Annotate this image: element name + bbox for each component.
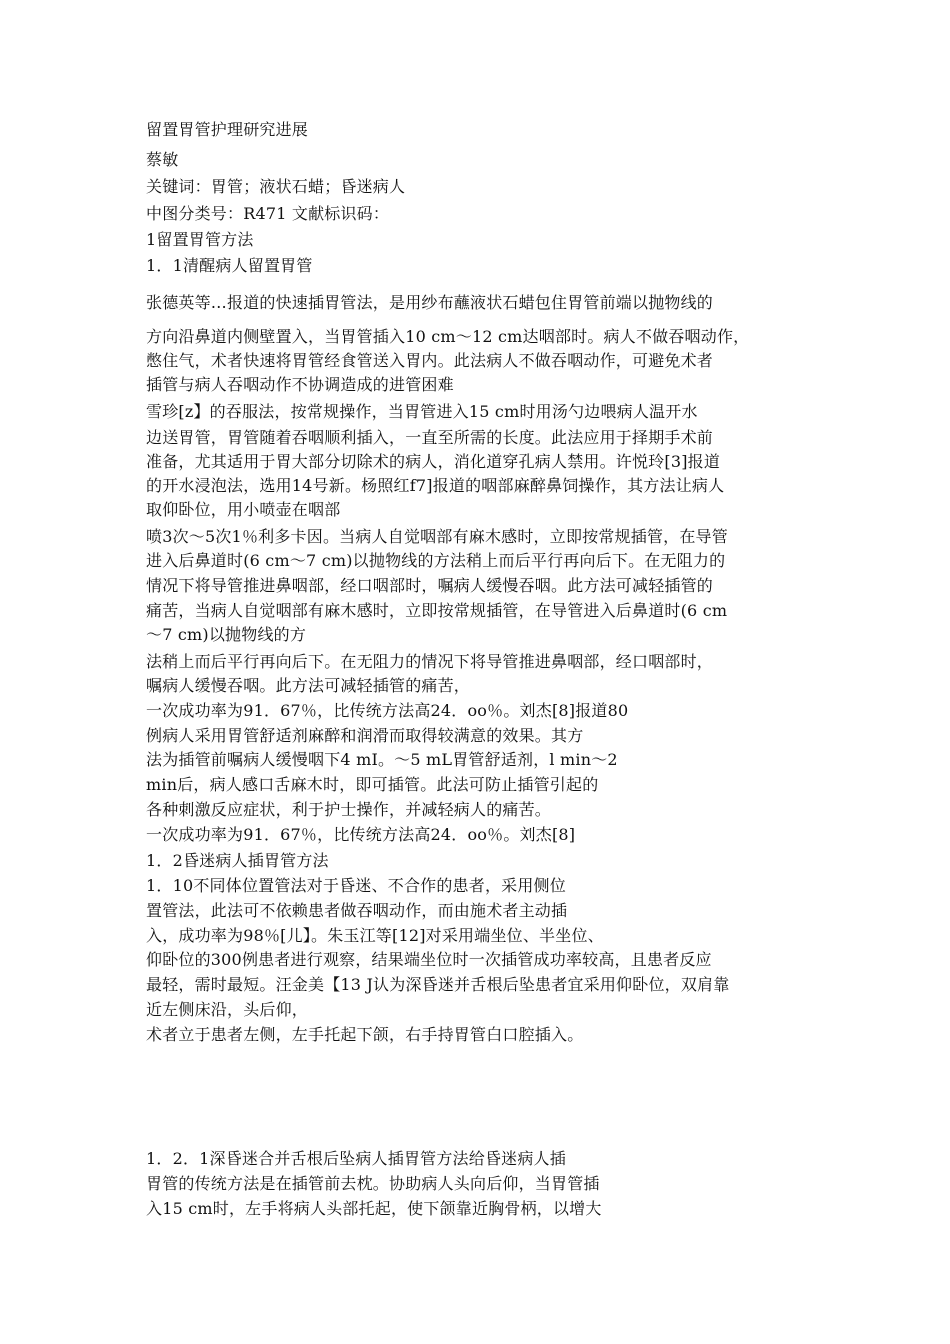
- text-line: 喷3次～5次1％利多卡因。当病人自觉咽部有麻木感时，立即按常规插管，在导管: [146, 527, 728, 546]
- section-heading-1: 1留置胃管方法: [146, 230, 254, 249]
- text-line: 雪珍[z】的吞服法，按常规操作，当胃管进入15 cm时用汤勺边喂病人温开水: [146, 402, 698, 421]
- text-line: 一次成功率为91．67％，比传统方法高24．oo％。刘杰[8]: [146, 825, 576, 844]
- text-line: 1．2．1深昏迷合并舌根后坠病人插胃管方法给昏迷病人插: [146, 1149, 566, 1168]
- text-line: 术者立于患者左侧，左手托起下颌，右手持胃管白口腔插入。: [146, 1025, 584, 1044]
- text-line: 取仰卧位，用小喷壶在咽部: [146, 500, 341, 519]
- text-line: 例病人采用胃管舒适剂麻醉和润滑而取得较满意的效果。其方: [146, 726, 584, 745]
- text-line: 一次成功率为91．67％，比传统方法高24．oo％。刘杰[8]报道80: [146, 701, 629, 720]
- text-line: 法稍上而后平行再向后下。在无阻力的情况下将导管推进鼻咽部，经口咽部时，: [146, 652, 714, 671]
- text-line: 方向沿鼻道内侧壁置入，当胃管插入10 cm～12 cm达咽部时。病人不做吞咽动作，: [146, 327, 750, 346]
- text-line: ～7 cm)以抛物线的方: [146, 625, 307, 644]
- text-line: 憋住气，术者快速将胃管经食管送入胃内。此法病人不做吞咽动作，可避免术者: [146, 351, 714, 370]
- doc-classification: 中图分类号：R471 文献标识码：: [146, 204, 390, 223]
- text-line: 痛苦，当病人自觉咽部有麻木感时，立即按常规插管，在导管进入后鼻道时(6 cm: [146, 601, 728, 620]
- text-line: 准备，尤其适用于胃大部分切除术的病人，消化道穿孔病人禁用。许悦玲[3]报道: [146, 452, 721, 471]
- text-line: 插管与病人吞咽动作不协调造成的进管困难: [146, 375, 454, 394]
- text-line: 入，成功率为98％[儿】。朱玉江等[12]对采用端坐位、半坐位、: [146, 926, 604, 945]
- text-line: 最轻，需时最短。汪金美【13 J认为深昏迷并舌根后坠患者宜采用仰卧位，双肩靠: [146, 975, 730, 994]
- text-line: 进入后鼻道时(6 cm～7 cm)以抛物线的方法稍上而后平行再向后下。在无阻力的: [146, 551, 726, 570]
- doc-keywords: 关键词：胃管；液状石蜡；昏迷病人: [146, 177, 406, 196]
- doc-author: 蔡敏: [146, 150, 179, 169]
- text-line: 边送胃管，胃管随着吞咽顺利插入，一直至所需的长度。此法应用于择期手术前: [146, 428, 714, 447]
- text-line: 入15 cm时，左手将病人头部托起，使下颌靠近胸骨柄，以增大: [146, 1199, 602, 1218]
- text-line: 各种刺激反应症状，利于护士操作，并减轻病人的痛苦。: [146, 800, 552, 819]
- text-line: min后，病人感口舌麻木时，即可插管。此法可防止插管引起的: [146, 775, 599, 794]
- doc-title: 留置胃管护理研究进展: [146, 120, 309, 139]
- text-line: 情况下将导管推进鼻咽部，经口咽部时，嘱病人缓慢吞咽。此方法可减轻插管的: [146, 576, 714, 595]
- text-line: 近左侧床沿，头后仰，: [146, 1000, 309, 1019]
- text-line: 置管法，此法可不依赖患者做吞咽动作，而由施术者主动插: [146, 901, 568, 920]
- text-line: 的开水浸泡法，选用14号新。杨照红f7]报道的咽部麻醉鼻饲操作，其方法让病人: [146, 476, 725, 495]
- section-heading-1-1: 1．1清醒病人留置胃管: [146, 256, 313, 275]
- text-line: 法为插管前嘱病人缓慢咽下4 mI。～5 mL胃管舒适剂，l min～2: [146, 750, 618, 769]
- section-heading-1-2: 1．2昏迷病人插胃管方法: [146, 851, 329, 870]
- text-line: 嘱病人缓慢吞咽。此方法可减轻插管的痛苦，: [146, 676, 471, 695]
- text-line: 张德英等…报道的快速插胃管法，是用纱布蘸液状石蜡包住胃管前端以抛物线的: [146, 293, 714, 312]
- text-line: 仰卧位的300例患者进行观察，结果端坐位时一次插管成功率较高，且患者反应: [146, 950, 712, 969]
- text-line: 胃管的传统方法是在插管前去枕。协助病人头向后仰，当胃管插: [146, 1174, 600, 1193]
- text-line: 1．10不同体位置管法对于昏迷、不合作的患者，采用侧位: [146, 876, 566, 895]
